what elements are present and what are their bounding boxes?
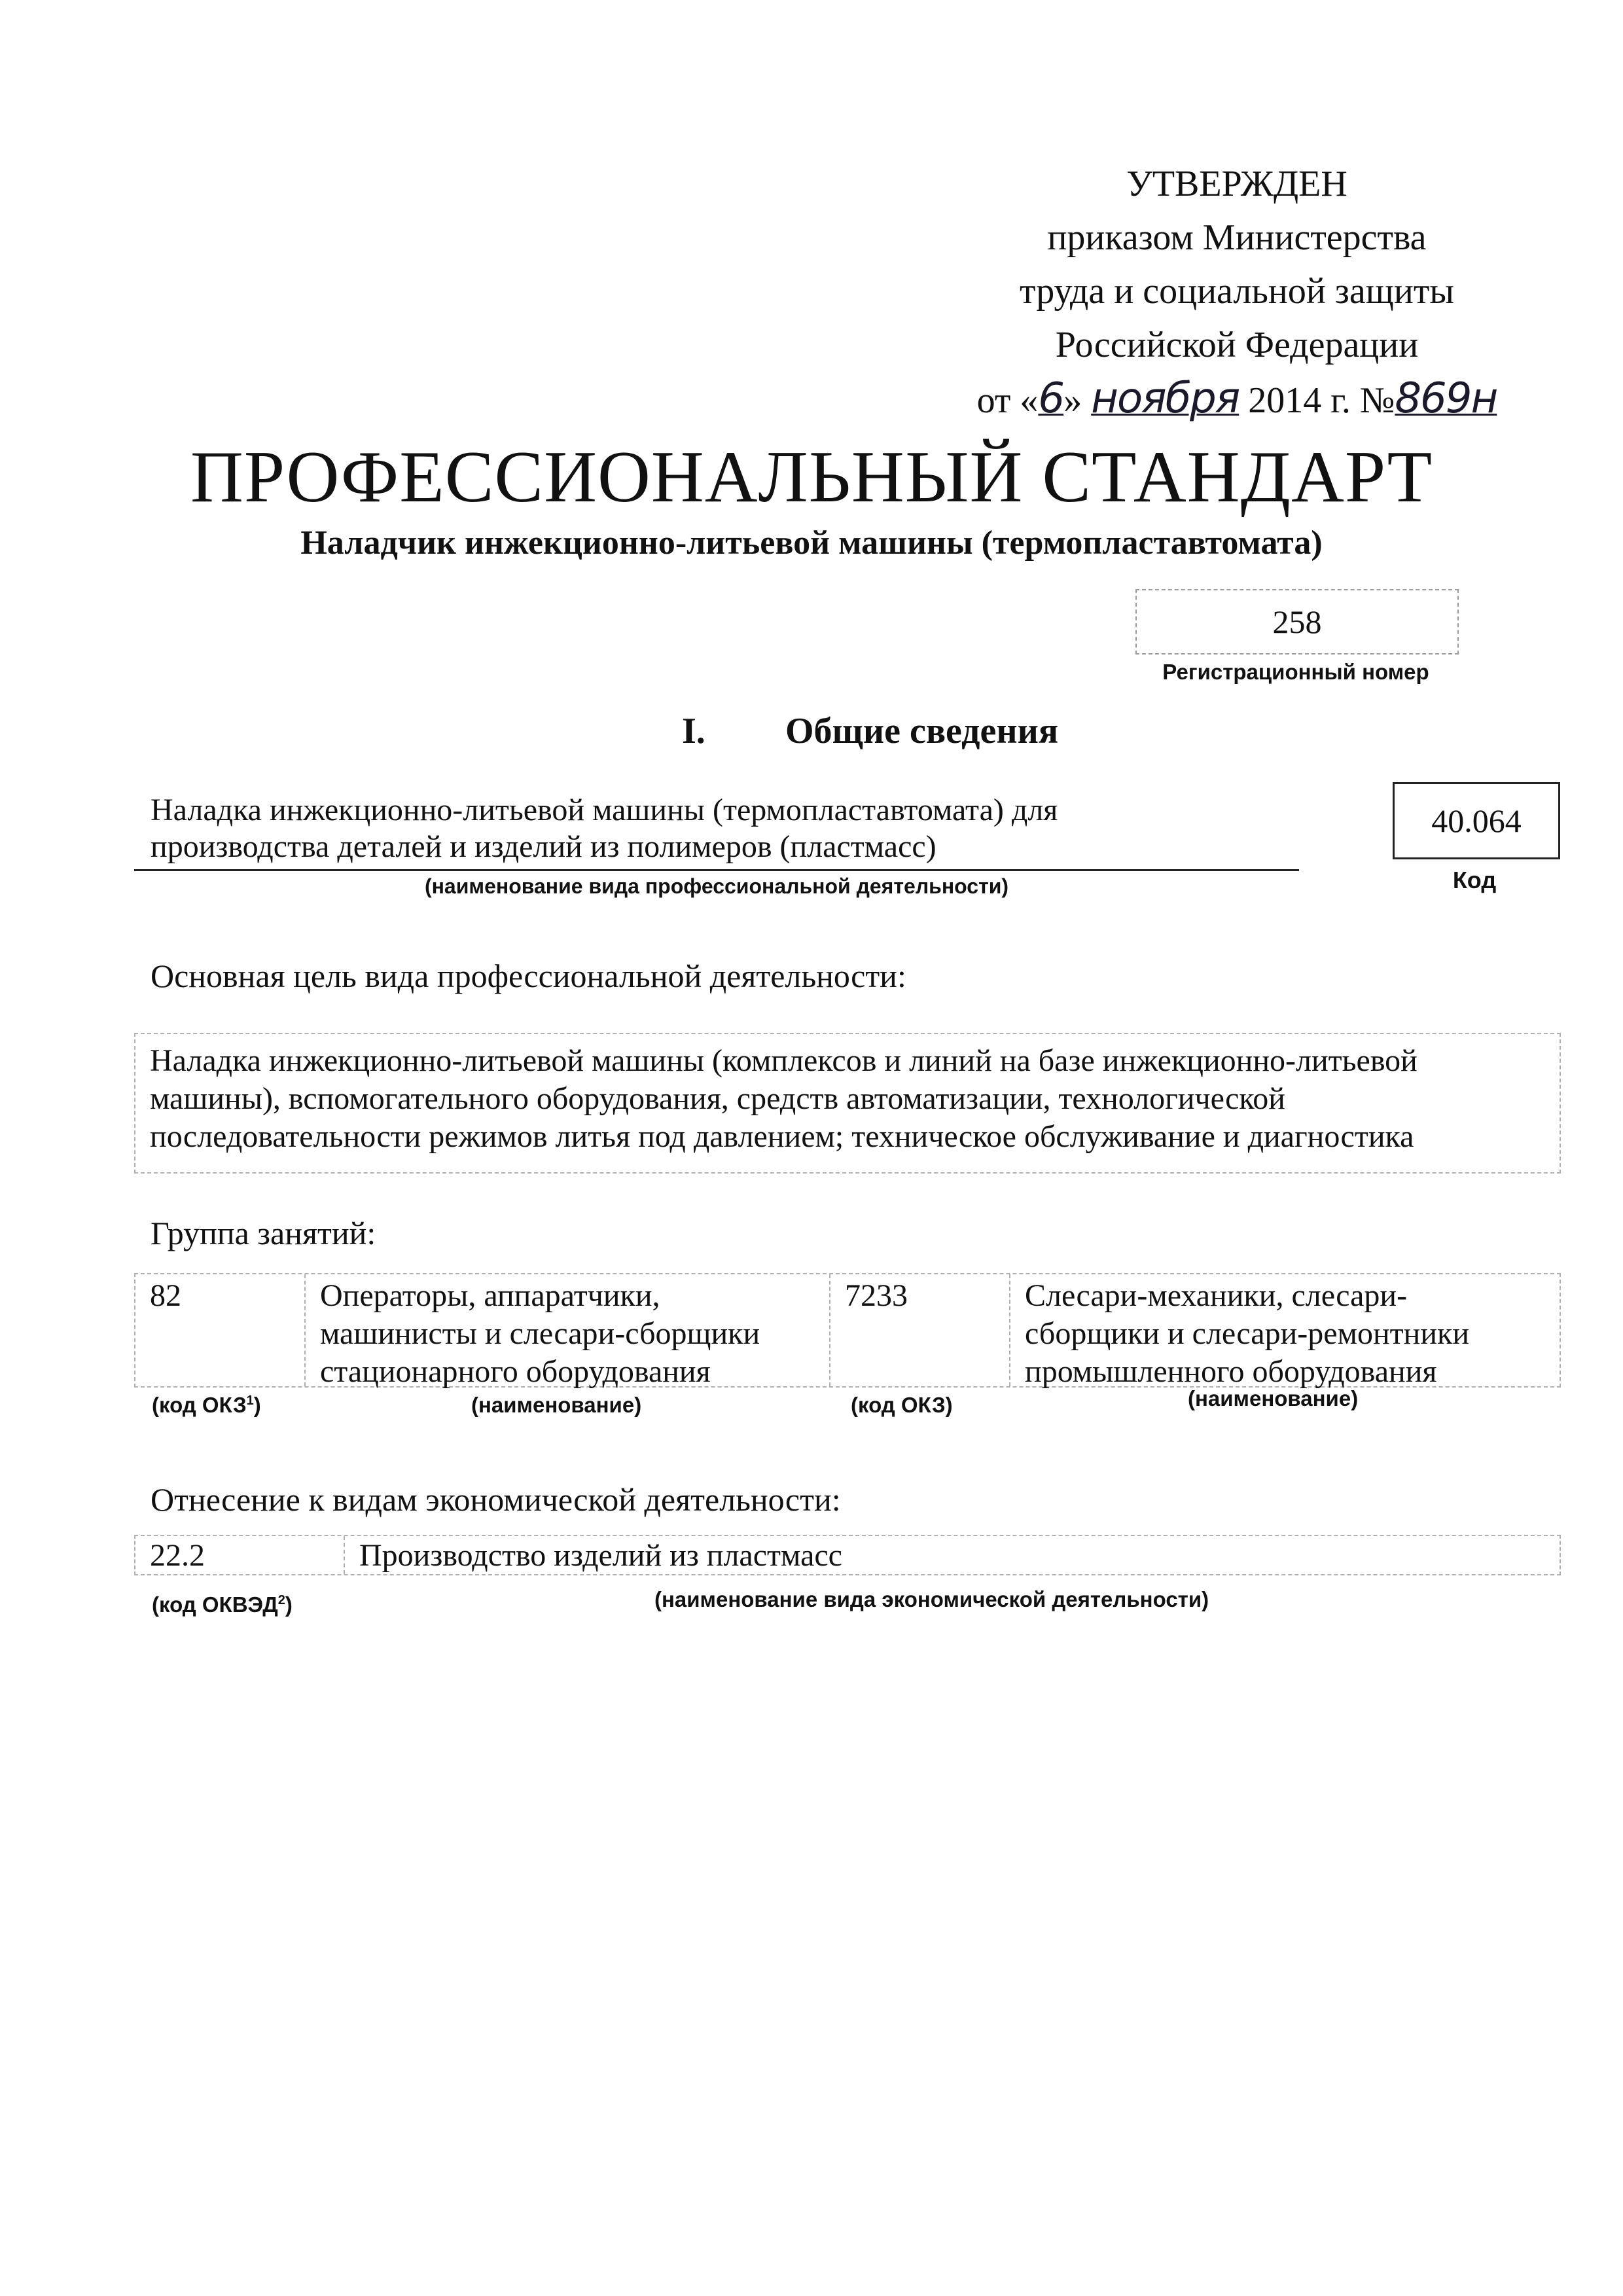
goal-box xyxy=(134,1033,1561,1174)
okz-code-cell-2 xyxy=(829,1274,1009,1386)
okz-name-1-line-3: стационарного оборудования xyxy=(320,1354,711,1389)
year-text: 2014 г. № xyxy=(1248,380,1395,421)
okz-code-caption-1-end: ) xyxy=(253,1393,261,1417)
okz-footnote-mark: 1 xyxy=(246,1393,254,1408)
okz-name-caption-1: (наименование) xyxy=(471,1393,642,1417)
approval-line-2: труда и социальной защиты xyxy=(1020,271,1454,312)
goal-line-2: машины), вспомогательного оборудования, средств автоматизации, технологической xyxy=(150,1081,1285,1116)
okved-code: 22.2 xyxy=(150,1538,205,1573)
okz-code-1: 82 xyxy=(150,1278,181,1313)
okz-name-cell-1 xyxy=(304,1274,829,1389)
okved-code-caption xyxy=(152,1592,293,1617)
goal-label: Основная цель вида профессиональной деятельности: xyxy=(151,958,906,994)
economic-activity-label: Отнесение к видам экономической деятельности: xyxy=(151,1481,841,1518)
activity-name-line-2: производства деталей и изделий из полимеров (пластмасс) xyxy=(151,829,936,864)
handwritten-month: ноября xyxy=(1091,374,1240,423)
registration-number-label: Регистрационный номер xyxy=(1162,660,1429,684)
okz-name-caption-2: (наименование) xyxy=(1188,1386,1359,1410)
handwritten-order-number: 869н xyxy=(1395,374,1497,423)
okz-code-caption-1 xyxy=(152,1393,261,1418)
okz-name-1-line-2: машинисты и слесари-сборщики xyxy=(320,1316,760,1351)
okz-code-caption-1-text: (код ОКЗ xyxy=(152,1393,247,1417)
okz-name-2-line-3: промышленного оборудования xyxy=(1025,1354,1437,1389)
okz-name-2-line-1: Слесари-механики, слесари- xyxy=(1025,1278,1408,1313)
okved-code-caption-end: ) xyxy=(285,1592,293,1617)
economic-activity-table xyxy=(134,1535,1561,1575)
approval-line-3: Российской Федерации xyxy=(1055,325,1419,365)
approval-heading: УТВЕРЖДЕН xyxy=(1126,164,1347,204)
section-title: Общие сведения xyxy=(785,711,1059,751)
occupation-group-label: Группа занятий: xyxy=(151,1215,376,1251)
okved-name: Производство изделий из пластмасс xyxy=(344,1536,1562,1574)
activity-code-label: Код xyxy=(1452,867,1497,893)
activity-underline xyxy=(134,869,1299,871)
date-mid: » xyxy=(1063,380,1082,421)
okz-name-cell-2 xyxy=(1009,1274,1562,1389)
approval-block xyxy=(916,157,1558,427)
activity-name xyxy=(151,792,1296,865)
document-title: ПРОФЕССИОНАЛЬНЫЙ СТАНДАРТ xyxy=(190,437,1433,518)
okved-name-caption: (наименование вида экономической деятельности) xyxy=(654,1587,1209,1611)
activity-code-box: 40.064 xyxy=(1393,782,1560,859)
registration-number-box: 258 xyxy=(1135,589,1459,655)
okz-name-2-line-2: сборщики и слесари-ремонтники xyxy=(1025,1316,1470,1351)
handwritten-day: 6 xyxy=(1038,374,1064,423)
activity-caption: (наименование вида профессиональной деятельности) xyxy=(424,874,1009,898)
okz-code-cell-1 xyxy=(135,1274,304,1386)
activity-name-line-1: Наладка инжекционно-литьевой машины (термопластавтомата) для xyxy=(151,793,1058,827)
approval-line-1: приказом Министерства xyxy=(1047,217,1427,258)
okved-footnote-mark: 2 xyxy=(277,1593,285,1607)
approval-date-line xyxy=(916,372,1558,427)
document-subtitle: Наладчик инжекционно-литьевой машины (термопластавтомата) xyxy=(300,524,1323,562)
okz-code-2: 7233 xyxy=(845,1278,908,1313)
section-number: I. xyxy=(682,711,705,751)
okz-name-1-line-1: Операторы, аппаратчики, xyxy=(320,1278,660,1313)
goal-line-3: последовательности режимов литья под давлением; техническое обслуживание и диагностика xyxy=(150,1119,1414,1154)
okved-code-caption-text: (код ОКВЭД xyxy=(152,1592,278,1617)
date-prefix: от « xyxy=(976,380,1039,421)
occupation-group-table xyxy=(134,1273,1561,1388)
goal-line-1: Наладка инжекционно-литьевой машины (комплексов и линий на базе инжекционно-литьевой xyxy=(150,1043,1418,1078)
okz-code-caption-2: (код ОКЗ) xyxy=(851,1393,953,1417)
